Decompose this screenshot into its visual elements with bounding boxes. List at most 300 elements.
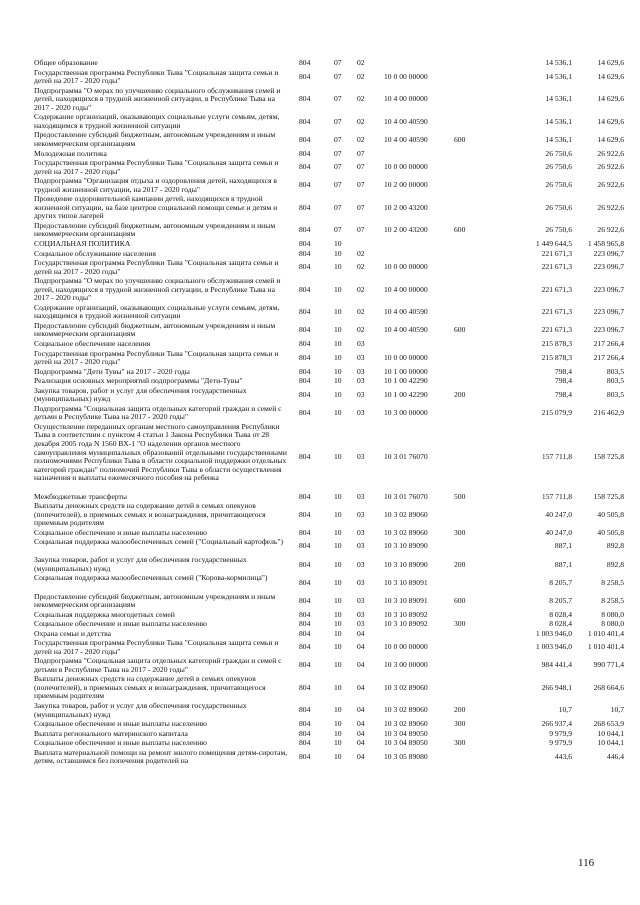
row-name: Межбюджетные трансферты bbox=[34, 491, 127, 501]
row-amount-year-1: 8 028,4 bbox=[549, 619, 572, 629]
table-row bbox=[34, 304, 624, 321]
row-section-code: 10 bbox=[334, 527, 342, 537]
row-section-code: 10 bbox=[334, 705, 342, 715]
row-name: Социальное обеспечение и иные выплаты населению bbox=[34, 619, 207, 629]
row-amount-year-1: 26 750,6 bbox=[545, 162, 572, 172]
row-ministry-code: 804 bbox=[299, 284, 311, 294]
table-row bbox=[34, 368, 624, 377]
row-amount-year-2: 8 080,0 bbox=[601, 609, 624, 619]
row-amount-year-2: 1 010 401,4 bbox=[587, 642, 624, 652]
row-amount-year-2: 26 922,6 bbox=[597, 180, 624, 190]
row-target-article-code: 10 2 00 43200 bbox=[384, 225, 428, 235]
row-ministry-code: 804 bbox=[299, 262, 311, 272]
row-section-code: 10 bbox=[334, 352, 342, 362]
row-target-article-code: 10 3 02 89060 bbox=[384, 527, 428, 537]
row-ministry-code: 804 bbox=[299, 642, 311, 652]
row-section-code: 10 bbox=[334, 239, 342, 248]
row-target-article-code: 10 1 00 42290 bbox=[384, 389, 428, 399]
row-section-code: 10 bbox=[334, 325, 342, 335]
table-row bbox=[34, 177, 624, 194]
table-row bbox=[34, 593, 624, 610]
row-section-code: 10 bbox=[334, 682, 342, 692]
row-name: Закупка товаров, работ и услуг для обеспечения государственных (муниципальных) нужд bbox=[34, 385, 247, 404]
table-row bbox=[34, 423, 624, 492]
row-target-article-code: 10 0 00 00000 bbox=[384, 352, 428, 362]
row-amount-year-2: 14 629,6 bbox=[597, 71, 624, 81]
row-amount-year-2: 1 010 401,4 bbox=[587, 628, 624, 638]
row-amount-year-1: 798,4 bbox=[554, 376, 572, 386]
row-amount-year-2: 223 096,7 bbox=[593, 248, 624, 258]
row-name: Государственная программа Республики Тыва "Социальная защита семьи и детей на 2017 - 2020 годы" bbox=[34, 258, 279, 276]
table-row bbox=[34, 259, 624, 276]
row-ministry-code: 804 bbox=[299, 339, 311, 348]
row-target-article-code: 10 0 00 00000 bbox=[384, 162, 428, 172]
table-row bbox=[34, 529, 624, 538]
row-amount-year-1: 14 536,1 bbox=[545, 94, 572, 104]
row-section-code: 10 bbox=[334, 609, 342, 619]
row-amount-year-1: 26 750,6 bbox=[545, 225, 572, 235]
row-section-code: 10 bbox=[334, 541, 342, 551]
row-amount-year-2: 40 505,8 bbox=[597, 509, 624, 519]
row-name: Предоставление субсидий бюджетным, автономным учреждениям и иным некоммерческим организациям bbox=[34, 320, 276, 339]
row-amount-year-2: 803,5 bbox=[606, 376, 624, 386]
row-amount-year-1: 157 711,8 bbox=[541, 491, 572, 501]
row-amount-year-2: 14 629,6 bbox=[597, 134, 624, 144]
row-target-article-code: 10 4 00 40590 bbox=[384, 116, 428, 126]
row-section-code: 10 bbox=[334, 728, 342, 738]
row-amount-year-2: 223 096,7 bbox=[593, 262, 624, 272]
row-ministry-code: 804 bbox=[299, 705, 311, 715]
row-section-code: 10 bbox=[334, 642, 342, 652]
row-name: Предоставление субсидий бюджетным, автономным учреждениям и иным некоммерческим организациям bbox=[34, 220, 276, 239]
row-subsection-code: 03 bbox=[357, 609, 365, 619]
row-expense-type-code: 200 bbox=[454, 559, 466, 569]
row-ministry-code: 804 bbox=[299, 751, 311, 761]
row-ministry-code: 804 bbox=[299, 116, 311, 126]
row-expense-type-code: 200 bbox=[454, 705, 466, 715]
row-ministry-code: 804 bbox=[299, 202, 311, 212]
row-section-code: 07 bbox=[334, 162, 342, 172]
row-name: Содержание организаций, оказывающих социальные услуги семьям, детям, находящимся в трудной жизненной ситуации bbox=[34, 302, 280, 321]
row-target-article-code: 10 1 00 00000 bbox=[384, 366, 428, 376]
table-row bbox=[34, 322, 624, 339]
row-section-code: 10 bbox=[334, 628, 342, 638]
row-subsection-code: 03 bbox=[357, 366, 365, 376]
row-ministry-code: 804 bbox=[299, 660, 311, 670]
row-target-article-code: 10 3 00 00000 bbox=[384, 407, 428, 417]
row-name: Содержание организаций, оказывающих социальные услуги семьям, детям, находящимся в трудной жизненной ситуации bbox=[34, 112, 280, 130]
row-section-code: 10 bbox=[334, 595, 342, 605]
row-amount-year-1: 221 671,3 bbox=[541, 325, 572, 335]
row-name: Подпрограмма "Дети Тувы" на 2017 - 2020 годы bbox=[34, 366, 190, 376]
row-amount-year-2: 26 922,6 bbox=[597, 148, 624, 158]
row-subsection-code: 03 bbox=[357, 352, 365, 362]
row-amount-year-1: 8 205,7 bbox=[549, 577, 572, 587]
row-target-article-code: 10 3 04 89050 bbox=[384, 738, 428, 748]
table-row bbox=[34, 538, 624, 555]
row-name: Социальная поддержка малообеспеченных семей ("Социальный картофель") bbox=[34, 537, 283, 547]
row-subsection-code: 07 bbox=[357, 162, 365, 172]
table-row bbox=[34, 675, 624, 701]
row-ministry-code: 804 bbox=[299, 619, 311, 629]
row-subsection-code: 04 bbox=[357, 719, 365, 729]
row-target-article-code: 10 3 00 00000 bbox=[384, 660, 428, 670]
row-name: Государственная программа Республики Тыва "Социальная защита семьи и детей на 2017 - 2020 годы" bbox=[34, 158, 279, 176]
row-amount-year-2: 268 664,6 bbox=[593, 682, 624, 692]
row-amount-year-1: 1 003 946,0 bbox=[535, 642, 572, 652]
row-name: Государственная программа Республики Тыва "Социальная защита семьи и детей на 2017 - 2020 годы" bbox=[34, 638, 279, 656]
row-name: Предоставление субсидий бюджетным, автономным учреждениям и иным некоммерческим организациям bbox=[34, 130, 276, 148]
row-subsection-code: 03 bbox=[357, 527, 365, 537]
row-ministry-code: 804 bbox=[299, 541, 311, 551]
row-ministry-code: 804 bbox=[299, 559, 311, 569]
table-row bbox=[34, 131, 624, 148]
row-amount-year-2: 892,8 bbox=[606, 541, 624, 551]
row-target-article-code: 10 3 10 89092 bbox=[384, 619, 428, 629]
row-subsection-code: 03 bbox=[357, 339, 365, 348]
table-row bbox=[34, 240, 624, 249]
row-ministry-code: 804 bbox=[299, 577, 311, 587]
table-row bbox=[34, 502, 624, 528]
row-section-code: 07 bbox=[334, 94, 342, 104]
row-target-article-code: 10 3 02 89060 bbox=[384, 509, 428, 519]
row-amount-year-1: 887,1 bbox=[554, 559, 572, 569]
table-row bbox=[34, 387, 624, 404]
row-subsection-code: 03 bbox=[357, 619, 365, 629]
row-subsection-code: 03 bbox=[357, 509, 365, 519]
row-amount-year-1: 266 937,4 bbox=[541, 719, 572, 729]
row-ministry-code: 804 bbox=[299, 148, 311, 158]
row-amount-year-1: 14 536,1 bbox=[545, 58, 572, 67]
row-target-article-code: 10 2 00 43200 bbox=[384, 202, 428, 212]
row-amount-year-2: 158 725,8 bbox=[593, 451, 624, 461]
row-subsection-code: 03 bbox=[357, 541, 365, 551]
row-target-article-code: 10 3 02 89060 bbox=[384, 682, 428, 692]
row-amount-year-1: 1 003 946,0 bbox=[535, 628, 572, 638]
row-ministry-code: 804 bbox=[299, 682, 311, 692]
table-row bbox=[34, 195, 624, 221]
row-subsection-code: 04 bbox=[357, 705, 365, 715]
row-name: Выплата регионального материнского капитала bbox=[34, 728, 188, 738]
row-target-article-code: 10 4 00 00000 bbox=[384, 284, 428, 294]
row-target-article-code: 10 4 00 40590 bbox=[384, 325, 428, 335]
row-subsection-code: 04 bbox=[357, 728, 365, 738]
row-section-code: 10 bbox=[334, 491, 342, 501]
row-amount-year-1: 9 979,9 bbox=[549, 728, 572, 738]
row-section-code: 10 bbox=[334, 248, 342, 258]
row-target-article-code: 10 3 10 89092 bbox=[384, 609, 428, 619]
row-section-code: 07 bbox=[334, 202, 342, 212]
row-name: Закупка товаров, работ и услуг для обеспечения государственных (муниципальных) нужд bbox=[34, 555, 247, 573]
row-ministry-code: 804 bbox=[299, 307, 311, 317]
row-amount-year-2: 26 922,6 bbox=[597, 202, 624, 212]
row-target-article-code: 10 3 02 89060 bbox=[384, 705, 428, 715]
row-target-article-code: 10 4 00 40590 bbox=[384, 307, 428, 317]
row-section-code: 10 bbox=[334, 660, 342, 670]
row-amount-year-1: 26 750,6 bbox=[545, 202, 572, 212]
row-name: Социальное обеспечение и иные выплаты населению bbox=[34, 719, 207, 729]
row-ministry-code: 804 bbox=[299, 738, 311, 748]
row-subsection-code: 02 bbox=[357, 307, 365, 317]
row-section-code: 10 bbox=[334, 509, 342, 519]
row-name: Социальная поддержка многодетных семей bbox=[34, 609, 175, 619]
row-name: Подпрограмма "Организация отдыха и оздоровления детей, находящихся в трудной жизненной ситуации, на 2017 - 2020 годы" bbox=[34, 176, 277, 194]
row-name: Предоставление субсидий бюджетным, автономным учреждениям и иным некоммерческим организациям bbox=[34, 591, 276, 610]
row-name: Социальная поддержка малообеспеченных семей ("Корова-кормилица") bbox=[34, 573, 268, 583]
row-expense-type-code: 300 bbox=[454, 719, 466, 729]
row-section-code: 10 bbox=[334, 339, 342, 348]
table-row bbox=[34, 87, 624, 113]
row-name: Закупка товаров, работ и услуг для обеспечения государственных (муниципальных) нужд bbox=[34, 701, 247, 719]
row-amount-year-1: 221 671,3 bbox=[541, 262, 572, 272]
row-expense-type-code: 300 bbox=[454, 738, 466, 748]
row-amount-year-1: 10,7 bbox=[558, 705, 572, 715]
row-name: Выплаты денежных средств на содержание детей в семьях опекунов (попечителей), в приемных семьях и вознаграждения, причитающегося приемным родителям bbox=[34, 674, 266, 701]
row-ministry-code: 804 bbox=[299, 628, 311, 638]
row-amount-year-1: 14 536,1 bbox=[545, 134, 572, 144]
table-row bbox=[34, 377, 624, 386]
row-target-article-code: 10 3 01 76070 bbox=[384, 451, 428, 461]
row-section-code: 10 bbox=[334, 407, 342, 417]
table-row bbox=[34, 739, 624, 748]
row-amount-year-1: 9 979,9 bbox=[549, 738, 572, 748]
row-name: Государственная программа Республики Тыва "Социальная защита семьи и детей на 2017 - 2020 годы" bbox=[34, 348, 279, 367]
row-name: Государственная программа Республики Тыва "Социальная защита семьи и детей на 2017 - 2020 годы" bbox=[34, 67, 279, 86]
row-amount-year-2: 8 258,5 bbox=[601, 595, 624, 605]
row-expense-type-code: 600 bbox=[454, 325, 466, 335]
row-amount-year-1: 798,4 bbox=[554, 366, 572, 376]
table-row bbox=[34, 277, 624, 303]
row-amount-year-1: 215 878,3 bbox=[541, 339, 572, 348]
table-row bbox=[34, 720, 624, 729]
table-row bbox=[34, 556, 624, 573]
row-amount-year-2: 10,7 bbox=[610, 705, 624, 715]
row-subsection-code: 04 bbox=[357, 660, 365, 670]
row-section-code: 10 bbox=[334, 262, 342, 272]
row-amount-year-2: 223 096,7 bbox=[593, 307, 624, 317]
row-name: Подпрограмма "Социальная защита отдельных категорий граждан и семей с детьми в Республике Тыва на 2017 - 2020 годы" bbox=[34, 656, 282, 674]
row-name: Социальное обслуживание населения bbox=[34, 248, 157, 258]
row-ministry-code: 804 bbox=[299, 94, 311, 104]
row-amount-year-2: 40 505,8 bbox=[597, 527, 624, 537]
row-target-article-code: 10 3 02 89060 bbox=[384, 719, 428, 729]
row-subsection-code: 03 bbox=[357, 577, 365, 587]
row-amount-year-1: 266 948,1 bbox=[541, 682, 572, 692]
row-amount-year-1: 984 441,4 bbox=[541, 660, 572, 670]
row-target-article-code: 10 2 00 00000 bbox=[384, 180, 428, 190]
row-amount-year-2: 990 771,4 bbox=[593, 660, 624, 670]
row-ministry-code: 804 bbox=[299, 407, 311, 417]
row-subsection-code: 02 bbox=[357, 58, 365, 67]
table-row bbox=[34, 702, 624, 719]
row-ministry-code: 804 bbox=[299, 527, 311, 537]
row-ministry-code: 804 bbox=[299, 491, 311, 501]
row-ministry-code: 804 bbox=[299, 248, 311, 258]
row-amount-year-2: 268 653,9 bbox=[593, 719, 624, 729]
row-subsection-code: 04 bbox=[357, 682, 365, 692]
row-expense-type-code: 500 bbox=[454, 491, 466, 501]
row-name: Проведение оздоровительной кампании детей, находящихся в трудной жизненной ситуации, на базе центров социальной помощи семье и детям и других типов лагерей bbox=[34, 194, 278, 221]
row-amount-year-1: 215 079,9 bbox=[541, 407, 572, 417]
row-amount-year-1: 1 449 644,5 bbox=[535, 239, 572, 248]
row-amount-year-1: 40 247,0 bbox=[545, 527, 572, 537]
row-ministry-code: 804 bbox=[299, 366, 311, 376]
row-subsection-code: 07 bbox=[357, 148, 365, 158]
table-row bbox=[34, 150, 624, 159]
row-section-code: 07 bbox=[334, 71, 342, 81]
row-target-article-code: 10 3 10 89090 bbox=[384, 559, 428, 569]
row-subsection-code: 03 bbox=[357, 559, 365, 569]
row-ministry-code: 804 bbox=[299, 239, 311, 248]
row-subsection-code: 07 bbox=[357, 180, 365, 190]
row-section-code: 07 bbox=[334, 58, 342, 67]
row-amount-year-1: 40 247,0 bbox=[545, 509, 572, 519]
row-amount-year-1: 157 711,8 bbox=[541, 451, 572, 461]
table-row bbox=[34, 620, 624, 629]
row-amount-year-2: 803,5 bbox=[606, 389, 624, 399]
row-subsection-code: 03 bbox=[357, 376, 365, 386]
row-amount-year-1: 443,6 bbox=[554, 751, 572, 761]
row-amount-year-2: 14 629,6 bbox=[597, 116, 624, 126]
row-expense-type-code: 300 bbox=[454, 527, 466, 537]
row-subsection-code: 03 bbox=[357, 491, 365, 501]
row-subsection-code: 02 bbox=[357, 94, 365, 104]
row-expense-type-code: 600 bbox=[454, 134, 466, 144]
row-amount-year-1: 14 536,1 bbox=[545, 116, 572, 126]
row-amount-year-1: 14 536,1 bbox=[545, 71, 572, 81]
row-subsection-code: 02 bbox=[357, 71, 365, 81]
table-row bbox=[34, 639, 624, 656]
row-subsection-code: 02 bbox=[357, 325, 365, 335]
row-subsection-code: 04 bbox=[357, 751, 365, 761]
table-row bbox=[34, 493, 624, 502]
row-amount-year-2: 8 080,0 bbox=[601, 619, 624, 629]
row-subsection-code: 03 bbox=[357, 407, 365, 417]
row-ministry-code: 804 bbox=[299, 225, 311, 235]
row-target-article-code: 10 0 00 00000 bbox=[384, 262, 428, 272]
row-name: Социальное обеспечение населения bbox=[34, 339, 151, 348]
row-section-code: 10 bbox=[334, 376, 342, 386]
row-amount-year-2: 8 258,5 bbox=[601, 577, 624, 587]
row-ministry-code: 804 bbox=[299, 728, 311, 738]
row-ministry-code: 804 bbox=[299, 134, 311, 144]
row-ministry-code: 804 bbox=[299, 509, 311, 519]
table-row bbox=[34, 630, 624, 639]
row-ministry-code: 804 bbox=[299, 451, 311, 461]
table-row bbox=[34, 69, 624, 86]
row-amount-year-2: 216 462,9 bbox=[593, 407, 624, 417]
row-section-code: 07 bbox=[334, 148, 342, 158]
row-amount-year-1: 26 750,6 bbox=[545, 148, 572, 158]
table-row bbox=[34, 730, 624, 739]
row-name: Социальное обеспечение и иные выплаты населению bbox=[34, 738, 207, 748]
table-row bbox=[34, 59, 624, 68]
row-subsection-code: 03 bbox=[357, 451, 365, 461]
row-target-article-code: 10 3 10 89091 bbox=[384, 595, 428, 605]
row-amount-year-2: 223 096,7 bbox=[593, 325, 624, 335]
row-section-code: 10 bbox=[334, 389, 342, 399]
row-subsection-code: 04 bbox=[357, 738, 365, 748]
row-target-article-code: 10 0 00 00000 bbox=[384, 71, 428, 81]
row-subsection-code: 02 bbox=[357, 262, 365, 272]
row-section-code: 07 bbox=[334, 116, 342, 126]
row-ministry-code: 804 bbox=[299, 389, 311, 399]
row-section-code: 10 bbox=[334, 577, 342, 587]
row-amount-year-2: 26 922,6 bbox=[597, 225, 624, 235]
table-row bbox=[34, 113, 624, 130]
row-section-code: 07 bbox=[334, 134, 342, 144]
table-row bbox=[34, 657, 624, 674]
row-subsection-code: 03 bbox=[357, 389, 365, 399]
table-row bbox=[34, 749, 624, 766]
row-amount-year-2: 217 266,4 bbox=[593, 352, 624, 362]
row-section-code: 10 bbox=[334, 307, 342, 317]
row-amount-year-1: 26 750,6 bbox=[545, 180, 572, 190]
row-subsection-code: 07 bbox=[357, 202, 365, 212]
row-target-article-code: 10 3 10 89090 bbox=[384, 541, 428, 551]
row-ministry-code: 804 bbox=[299, 595, 311, 605]
row-target-article-code: 10 4 00 00000 bbox=[384, 94, 428, 104]
row-section-code: 10 bbox=[334, 559, 342, 569]
row-ministry-code: 804 bbox=[299, 162, 311, 172]
row-amount-year-1: 8 205,7 bbox=[549, 595, 572, 605]
row-amount-year-2: 10 044,1 bbox=[597, 738, 624, 748]
row-target-article-code: 10 3 05 89080 bbox=[384, 751, 428, 761]
row-name: Общее образование bbox=[34, 58, 98, 67]
row-target-article-code: 10 0 00 00000 bbox=[384, 642, 428, 652]
row-amount-year-2: 892,8 bbox=[606, 559, 624, 569]
row-target-article-code: 10 3 01 76070 bbox=[384, 491, 428, 501]
table-row bbox=[34, 574, 624, 591]
table-row bbox=[34, 611, 624, 620]
row-target-article-code: 10 4 00 40590 bbox=[384, 134, 428, 144]
row-name: Социальное обеспечение и иные выплаты населению bbox=[34, 527, 207, 537]
row-expense-type-code: 600 bbox=[454, 225, 466, 235]
row-section-code: 10 bbox=[334, 738, 342, 748]
row-subsection-code: 04 bbox=[357, 628, 365, 638]
row-ministry-code: 804 bbox=[299, 71, 311, 81]
row-amount-year-2: 158 725,8 bbox=[593, 491, 624, 501]
row-ministry-code: 804 bbox=[299, 609, 311, 619]
row-amount-year-2: 14 629,6 bbox=[597, 94, 624, 104]
row-amount-year-2: 217 266,4 bbox=[593, 339, 624, 348]
row-subsection-code: 02 bbox=[357, 284, 365, 294]
row-section-code: 07 bbox=[334, 180, 342, 190]
row-expense-type-code: 300 bbox=[454, 619, 466, 629]
row-name: СОЦИАЛЬНАЯ ПОЛИТИКА bbox=[34, 239, 131, 248]
row-amount-year-1: 215 878,3 bbox=[541, 352, 572, 362]
row-subsection-code: 07 bbox=[357, 225, 365, 235]
row-name: Подпрограмма "О мерах по улучшению социального обслуживания семей и детей, находящихся в трудной жизненной ситуации, в Республике Тыва на 2017 - 2020 годы" bbox=[34, 276, 281, 303]
row-section-code: 10 bbox=[334, 751, 342, 761]
row-ministry-code: 804 bbox=[299, 180, 311, 190]
row-amount-year-1: 8 028,4 bbox=[549, 609, 572, 619]
row-ministry-code: 804 bbox=[299, 58, 311, 67]
row-amount-year-2: 1 458 965,8 bbox=[587, 239, 624, 248]
row-amount-year-1: 221 671,3 bbox=[541, 248, 572, 258]
row-amount-year-1: 798,4 bbox=[554, 389, 572, 399]
row-expense-type-code: 200 bbox=[454, 389, 466, 399]
row-name: Выплаты денежных средств на содержание детей в семьях опекунов (попечителей), в приемных семьях и вознаграждения, причитающегося приемным родителям bbox=[34, 501, 266, 528]
row-amount-year-1: 221 671,3 bbox=[541, 307, 572, 317]
row-section-code: 07 bbox=[334, 225, 342, 235]
table-row bbox=[34, 159, 624, 176]
row-target-article-code: 10 3 04 89050 bbox=[384, 728, 428, 738]
row-amount-year-2: 446,4 bbox=[606, 751, 624, 761]
row-section-code: 10 bbox=[334, 451, 342, 461]
row-section-code: 10 bbox=[334, 719, 342, 729]
row-amount-year-2: 10 044,1 bbox=[597, 728, 624, 738]
